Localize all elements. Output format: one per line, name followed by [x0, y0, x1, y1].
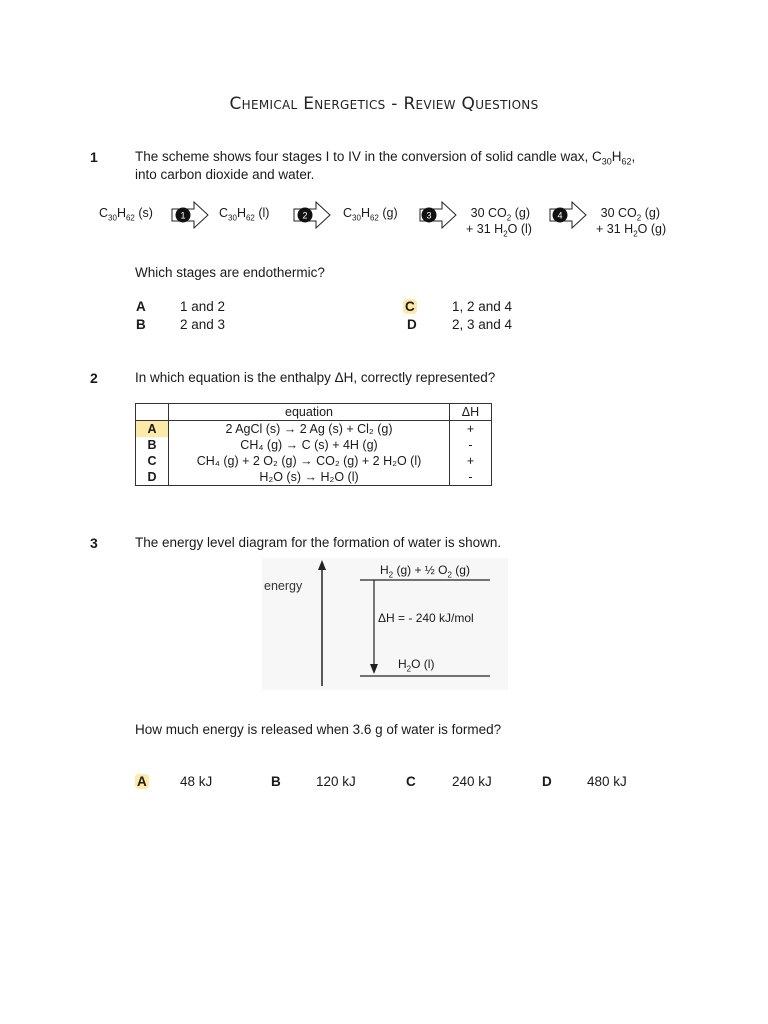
- question-3-prompt: How much energy is released when 3.6 g of water is formed?: [135, 722, 502, 737]
- table-row-letter: C: [136, 453, 169, 469]
- table-header-blank: [136, 404, 169, 421]
- species-text: C: [219, 206, 229, 220]
- q3-option-d-text[interactable]: 480 kJ: [587, 774, 627, 789]
- table-row-dh: +: [450, 453, 492, 469]
- q1-option-d-letter: D: [407, 317, 417, 332]
- species-sub: 2: [633, 229, 638, 239]
- species-state: (s): [138, 206, 153, 220]
- diagram-bottom-level-label: [398, 657, 434, 673]
- species-sub: 62: [369, 213, 379, 223]
- q1-text-part: H: [611, 149, 622, 164]
- q1-sub: 30: [601, 156, 612, 167]
- species-sub: 30: [228, 213, 237, 223]
- diagram-sub: 2: [406, 664, 412, 674]
- species-text: H: [360, 206, 370, 220]
- scheme-species-1: [99, 206, 153, 223]
- species-text: (g): [641, 206, 660, 220]
- q3-option-c-letter: C: [406, 774, 416, 789]
- energy-level-diagram: [262, 558, 508, 690]
- q1-text-part: The scheme shows four stages I to IV in the conversion of solid candle wax, C: [135, 149, 602, 164]
- q1-option-b-letter: B: [136, 317, 146, 332]
- table-row-dh: -: [450, 469, 492, 486]
- table-row-dh: -: [450, 437, 492, 453]
- table-row-letter: A: [136, 421, 169, 438]
- diagram-axis-label: energy: [264, 579, 303, 593]
- enthalpy-table: [135, 403, 492, 486]
- species-state: (l): [258, 206, 270, 220]
- diagram-text: H: [398, 657, 407, 671]
- q1-option-a-text[interactable]: 1 and 2: [180, 299, 226, 314]
- stage-arrow-2: [292, 200, 332, 230]
- question-3-text: The energy level diagram for the formation of water is shown.: [135, 535, 502, 550]
- q1-option-c-text[interactable]: 1, 2 and 4: [452, 299, 513, 314]
- question-3-number: 3: [90, 535, 98, 551]
- diagram-top-level-label: [380, 563, 470, 579]
- diagram-text: O (l): [411, 657, 435, 671]
- stage-arrow-3: [418, 200, 458, 230]
- table-row[interactable]: [136, 421, 492, 438]
- scheme-species-4-line2: [466, 222, 532, 239]
- q3-option-c-text[interactable]: 240 kJ: [452, 774, 492, 789]
- q3-option-d-letter: D: [542, 774, 552, 789]
- table-row[interactable]: [136, 453, 492, 469]
- scheme-species-2: [219, 206, 269, 223]
- species-sub: 62: [245, 213, 255, 223]
- page-title: Chemical Energetics - Review Questions: [229, 94, 539, 114]
- species-text: + 31 H: [596, 222, 634, 236]
- table-row-equation: CH₄ (g) + 2 O₂ (g) → CO₂ (g) + 2 H₂O (l): [169, 453, 450, 469]
- q1-option-a-letter: A: [136, 299, 146, 314]
- table-row[interactable]: [136, 437, 492, 453]
- species-text: (g): [511, 206, 530, 220]
- table-header-equation: equation: [169, 404, 450, 421]
- table-header-dh: ΔH: [450, 404, 492, 421]
- table-row-equation: H₂O (s) → H₂O (l): [169, 469, 450, 486]
- q3-option-b-text[interactable]: 120 kJ: [316, 774, 356, 789]
- table-row-equation: 2 AgCl (s) → 2 Ag (s) + Cl₂ (g): [169, 421, 450, 438]
- species-state: (g): [382, 206, 398, 220]
- question-1-text-line2: into carbon dioxide and water.: [135, 167, 315, 182]
- stage-number-label: 1: [180, 210, 186, 221]
- q1-option-c-letter: [405, 299, 417, 314]
- species-text: H: [116, 206, 126, 220]
- table-row-dh: +: [450, 421, 492, 438]
- diagram-dh-label: ΔH = - 240 kJ/mol: [378, 611, 474, 625]
- species-sub: 2: [503, 229, 508, 239]
- stage-number-label: 3: [426, 210, 432, 221]
- diagram-text: H: [380, 563, 389, 577]
- diagram-text: (g): [451, 563, 470, 577]
- species-text: + 31 H: [466, 222, 504, 236]
- diagram-text: (g) + ½ O: [393, 563, 448, 577]
- q1-option-d-text[interactable]: 2, 3 and 4: [452, 317, 513, 332]
- question-2-text: In which equation is the enthalpy ΔH, correctly represented?: [135, 370, 496, 385]
- species-text: C: [99, 206, 109, 220]
- stage-number-label: 2: [302, 210, 308, 221]
- stage-number-label: 4: [557, 210, 563, 221]
- species-text: C: [343, 206, 353, 220]
- table-row-equation: CH₄ (g) → C (s) + 4H (g): [169, 437, 450, 453]
- species-text: O (g): [637, 222, 667, 236]
- species-sub: 2: [636, 213, 642, 223]
- answer-highlight: A: [137, 774, 147, 789]
- q3-option-a-letter: [137, 774, 149, 789]
- species-text: O (l): [507, 222, 532, 236]
- stage-arrow-4: [548, 200, 588, 230]
- answer-highlight: C: [405, 299, 415, 314]
- scheme-species-5-line1: [600, 206, 660, 223]
- diagram-sub: 2: [447, 570, 452, 580]
- q1-option-b-text[interactable]: 2 and 3: [180, 317, 226, 332]
- species-text: H: [236, 206, 246, 220]
- species-sub: 30: [108, 213, 117, 223]
- q3-option-a-text[interactable]: 48 kJ: [180, 774, 213, 789]
- stage-arrow-1: [170, 200, 210, 230]
- table-row-letter: B: [136, 437, 169, 453]
- species-text: 30 CO: [470, 206, 507, 220]
- table-header-row: [136, 404, 492, 421]
- question-1-number: 1: [90, 149, 98, 165]
- q1-sub: 62: [621, 156, 632, 167]
- q1-text-part: ,: [631, 149, 636, 164]
- species-text: 30 CO: [600, 206, 637, 220]
- species-sub: 2: [506, 213, 512, 223]
- diagram-sub: 2: [388, 570, 394, 580]
- scheme-species-3: [343, 206, 398, 223]
- table-row[interactable]: [136, 469, 492, 486]
- species-sub: 30: [352, 213, 361, 223]
- question-1-text-line1: [135, 149, 635, 167]
- scheme-species-5-line2: [596, 222, 666, 239]
- species-sub: 62: [125, 213, 135, 223]
- q3-option-b-letter: B: [271, 774, 281, 789]
- table-row-letter: D: [136, 469, 169, 486]
- scheme-species-4-line1: [470, 206, 530, 223]
- question-2-number: 2: [90, 370, 98, 386]
- question-1-prompt: Which stages are endothermic?: [135, 265, 325, 280]
